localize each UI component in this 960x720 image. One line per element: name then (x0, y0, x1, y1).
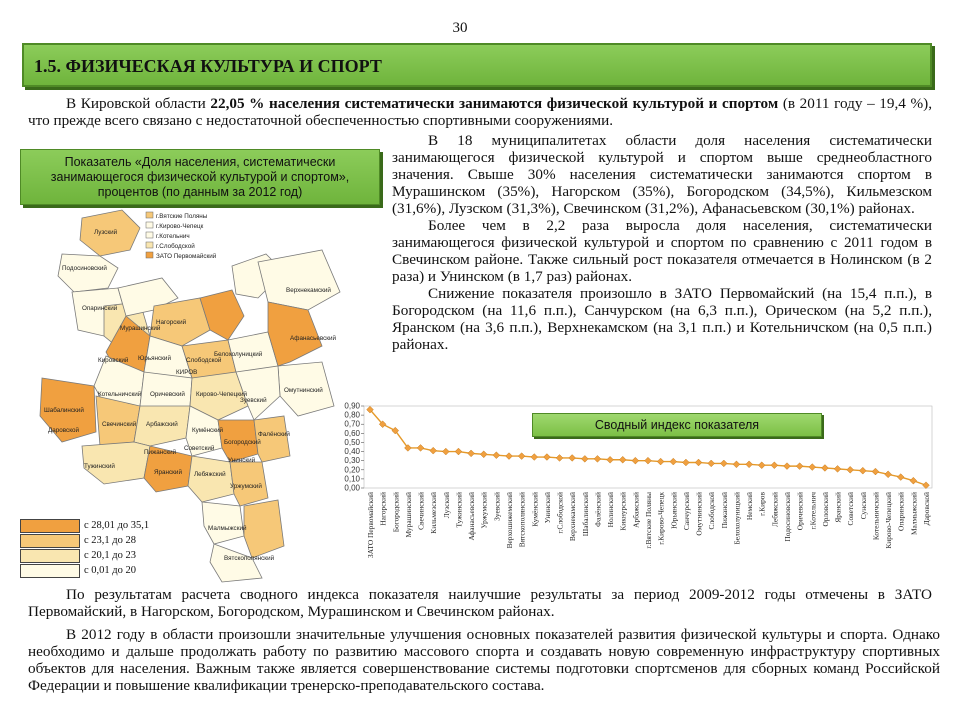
map-label: Тужинский (84, 463, 115, 470)
x-tick-label: Вятскополянский (517, 492, 527, 548)
legend-swatch (20, 519, 80, 533)
map-label: Кировский (98, 357, 129, 364)
map-label: Слободской (186, 357, 222, 364)
right-paragraph-1: В 18 муниципалитетах области доля населения систематически занимающегося физической культурой и спортом выше среднеобластного значения. Свыше 30% населения систематически занимаются спортом в Мурашинском (35%), Нагорском (35%), Богородском (34,5%), Кильмезском (31,6%), Лузском (31,3%), Свечинском (31,2%), Афанасьевском (30,1%) районах. (392, 132, 932, 217)
x-tick-label: г.Вятские Поляны (644, 492, 653, 549)
x-tick-label: Орловский (820, 491, 830, 527)
inset-legend-item: г.Слободской (156, 243, 195, 250)
map-inset-legend (146, 212, 217, 260)
map-label: Малмыжский (208, 525, 247, 532)
x-tick-label: Советский (846, 492, 856, 526)
y-tick-label: 0,60 (344, 428, 360, 438)
map-label: Нагорский (156, 319, 187, 326)
x-tick-label: Фалёнский (593, 492, 603, 527)
map-caption: Показатель «Доля населения, систематически занимающегося физической культурой и спортом», процентов (по данным за 2012 год) (20, 149, 380, 205)
map-label: КИРОВ (176, 369, 198, 376)
x-tick-label: г.Киров (757, 492, 767, 516)
y-tick-label: 0,70 (344, 419, 360, 429)
x-tick-label: Нагорский (378, 492, 388, 526)
right-paragraph-2: Более чем в 2,2 раза выросла доля населения, систематически занимающегося физической культурой и спортом по сравнению с 2011 годом в Свечинском районе. Также сильный рост показателя отмечается в Нолинском (в 2 раза) и Унинском (в 1,7 раз) районах. (392, 217, 932, 285)
map-label: Верхнекамский (286, 287, 331, 294)
inset-legend-item: г.Вятские Поляны (156, 213, 208, 220)
map-region (200, 290, 244, 340)
x-tick-label: Котельничский (871, 492, 881, 541)
map-label: Омутнинский (284, 387, 323, 394)
legend-swatch (20, 534, 80, 548)
map-label: Уржумский (230, 483, 262, 490)
x-tick-label: Лузский (441, 492, 451, 519)
legend-label: с 0,01 до 20 (84, 565, 137, 576)
map-label: Лебяжский (194, 471, 226, 478)
x-tick-label: Лебяжский (770, 492, 780, 527)
x-tick-label: Афанасьевский (467, 492, 477, 541)
map-label: Яранский (154, 469, 182, 476)
x-tick-label: Верхошижемский (505, 492, 514, 549)
x-tick-label: Кильмезский (429, 492, 439, 534)
legend-label: с 23,1 до 28 (84, 535, 137, 546)
map-label: Мурашинский (120, 325, 161, 332)
legend-row (20, 548, 180, 563)
y-tick-label: 0,00 (344, 483, 360, 493)
map-label: Свечинский (102, 421, 137, 428)
x-tick-label: Яранский (833, 491, 843, 523)
x-tick-label: Унинский (542, 492, 552, 524)
x-tick-label: Юрьянский (669, 492, 679, 529)
x-tick-label: Кумёнский (530, 492, 540, 527)
x-tick-label: Зуевский (492, 492, 502, 521)
section-header (22, 43, 932, 87)
x-tick-label: Белохолуницкий (732, 492, 742, 545)
conclusion-paragraph: В 2012 году в области произошли значительные улучшения основных показателей развития физической культуры и спорта. Однако необходимо и дальше продолжать работу по развитию массового спорта и создавать новую современную инфраструктуру спортивных объектов для населения. Важным также является совершенствование системы подготовки спортсменов для сборных команд Российской Федерации и повышение квалификации тренерско-преподавательского состава. (28, 626, 940, 694)
map-label: Подосиновский (62, 265, 107, 272)
intro-text-1: В Кировской области (66, 95, 211, 112)
map-label: Шабалинский (44, 407, 84, 414)
map-label: Афанасьевский (290, 335, 337, 342)
x-tick-label: Богородский (391, 492, 401, 533)
inset-legend-item: ЗАТО Первомайский (156, 253, 217, 260)
x-tick-label: Мурашинский (403, 492, 413, 538)
map-label: Зуевский (240, 397, 267, 404)
x-tick-label: Санчурский (681, 492, 691, 531)
map-legend (20, 518, 180, 578)
map-label: Оричевский (150, 391, 185, 398)
x-tick-label: Кикнурский (618, 492, 628, 531)
map-label: Унинский (228, 457, 256, 464)
map-label: Лузский (94, 229, 118, 236)
map-label: Кумёнский (192, 427, 223, 434)
x-tick-label: Уржумский (479, 492, 489, 529)
x-tick-label: Даровской (922, 492, 931, 526)
x-tick-label: Сунский (858, 492, 868, 520)
x-tick-label: Арбажский (631, 492, 641, 528)
y-tick-label: 0,20 (344, 465, 360, 475)
x-tick-label: Нолинский (606, 492, 616, 528)
intro-text-2: (в 2011 году – 19,4 %), что прежде всего связано с недостаточной обеспеченностью спортивными сооружениями. (28, 95, 933, 129)
x-tick-label: Подосиновский (783, 492, 792, 542)
y-tick-label: 0,90 (344, 401, 360, 411)
right-text-block (392, 132, 932, 353)
x-tick-label: г.Котельнич (808, 491, 818, 530)
legend-swatch (20, 549, 80, 563)
map-label: Вятскополянский (224, 555, 275, 562)
legend-label: с 28,01 до 35,1 (84, 520, 150, 531)
map-region (202, 502, 244, 544)
x-tick-label: Свечинский (416, 492, 426, 530)
map-label: Даровской (48, 427, 80, 434)
map-label: Богородский (224, 439, 261, 446)
inset-legend-item: г.Котельнич (156, 233, 190, 240)
x-tick-label: Немский (745, 492, 755, 521)
legend-row (20, 563, 180, 578)
y-tick-label: 0,50 (344, 437, 360, 447)
x-tick-label: г.Слободской (555, 492, 565, 534)
legend-row (20, 533, 180, 548)
map-region (244, 500, 284, 558)
x-tick-label: Тужинский (454, 492, 464, 528)
y-tick-label: 0,10 (344, 474, 360, 484)
legend-row (20, 518, 180, 533)
map-label: Опаринский (82, 305, 118, 312)
x-tick-label: Пижанский (719, 492, 729, 529)
map-label: Пижанский (144, 449, 177, 456)
x-tick-label: Омутнинский (694, 492, 704, 536)
intro-paragraph (28, 95, 932, 129)
section-title: 1.5. ФИЗИЧЕСКАЯ КУЛЬТУРА И СПОРТ (34, 56, 382, 76)
page-number: 30 (452, 20, 468, 36)
inset-legend-item: г.Кирово-Чепецк (156, 223, 204, 230)
chart-label: Сводный индекс показателя (532, 413, 822, 437)
y-tick-label: 0,30 (344, 456, 360, 466)
x-tick-label: Малмыжский (909, 492, 919, 536)
x-tick-label: г.Кирово-Чепецк (656, 492, 666, 545)
right-paragraph-3: Снижение показателя произошло в ЗАТО Первомайский (на 15,4 п.п.), в Богородском (на 11,6 п.п.), Санчурском (на 6,3 п.п.), Орическом (на 5,2 п.п.), Яранском (на 3,6 п.п.), Верхнекамском (на 3,1 п.п.) и Котельничском (на 0,5 п.п.) районах. (392, 285, 932, 353)
x-tick-label: Слободской (707, 492, 717, 530)
x-tick-label: Кирово-Чепецкий (884, 492, 894, 549)
map-label: Белохолуницкий (214, 351, 263, 358)
map-label: Котельничский (98, 391, 142, 398)
x-tick-label: Оричевский (795, 492, 805, 531)
map-label: Юрьянский (138, 355, 171, 362)
legend-swatch (20, 564, 80, 578)
map-label: Кирово-Чепецкий (196, 391, 248, 398)
map-region (58, 254, 118, 292)
map-label: Фалёнский (258, 431, 290, 438)
summary-paragraph: По результатам расчета сводного индекса показателя наилучшие результаты за период 2009-2012 годы отмечены в ЗАТО Первомайский, в Нагорском, Богородском, Мурашинском и Свечинском районах. (28, 586, 932, 620)
y-tick-label: 0,80 (344, 410, 360, 420)
x-tick-label: Верхнекамский (568, 492, 578, 542)
y-tick-label: 0,40 (344, 447, 360, 457)
x-tick-label: Шабалинский (580, 492, 590, 537)
x-tick-label: Опаринский (896, 492, 906, 531)
map-label: Советский (184, 445, 215, 452)
map-region (268, 302, 322, 366)
legend-label: с 20,1 до 23 (84, 550, 137, 561)
intro-highlight: 22,05 % населения систематически занимаются физической культурой и спортом (210, 95, 779, 112)
x-tick-label: ЗАТО Первомайский (366, 492, 375, 558)
map-label: Арбажский (146, 421, 178, 428)
